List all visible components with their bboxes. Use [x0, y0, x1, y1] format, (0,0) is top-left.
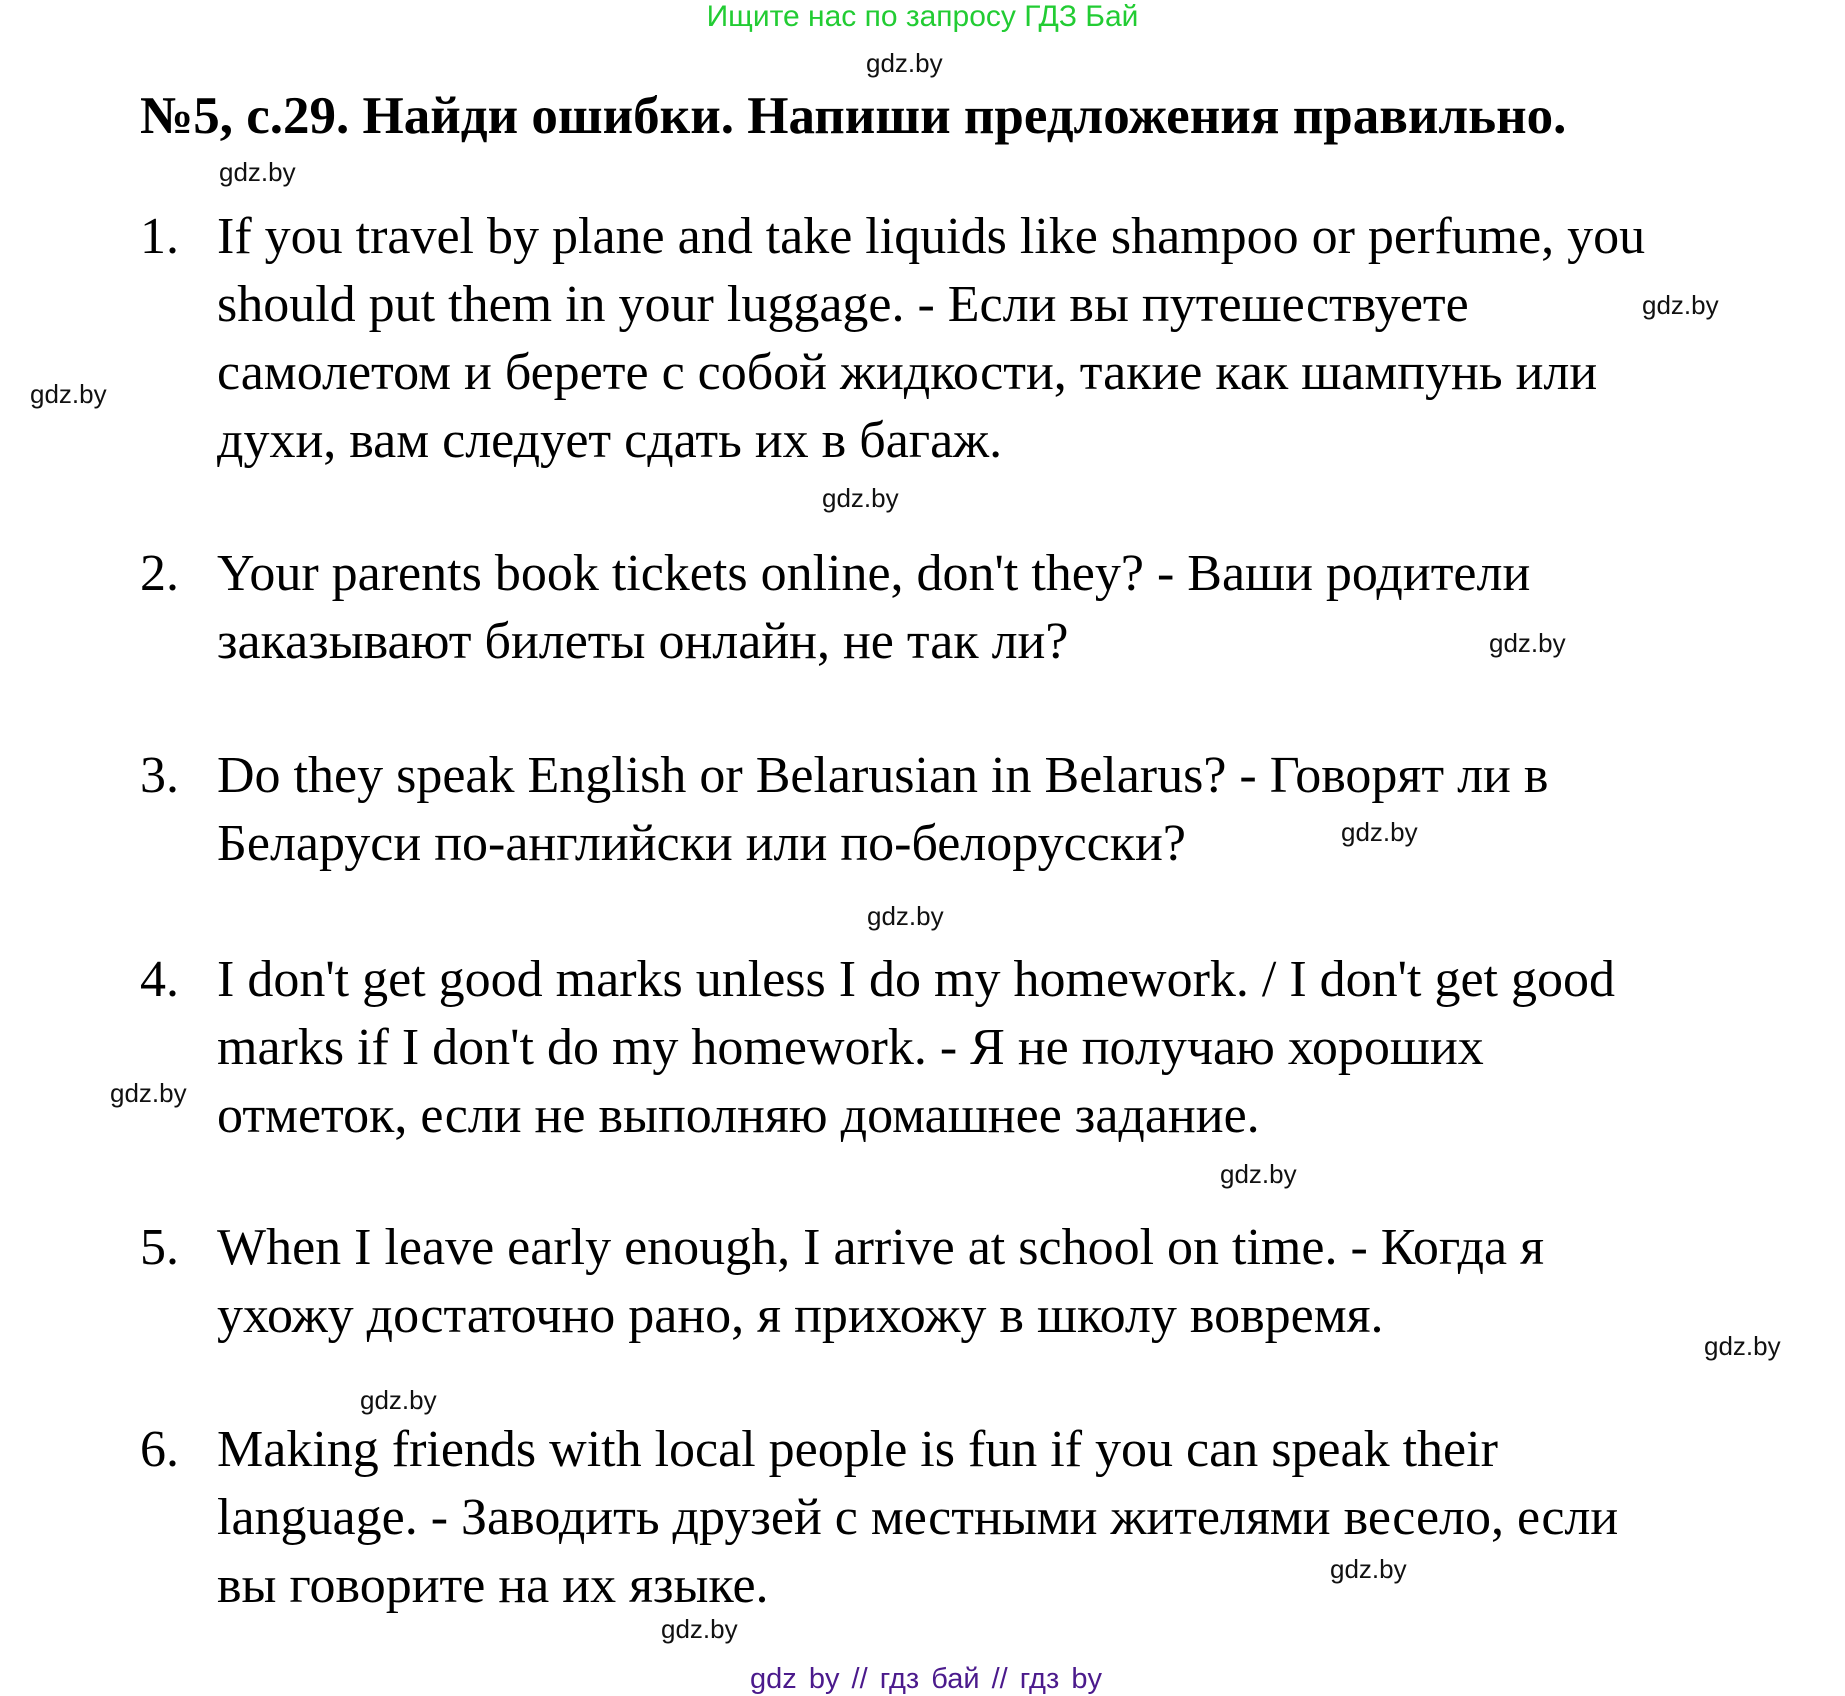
watermark: gdz.by: [1220, 1159, 1297, 1189]
watermark: gdz.by: [661, 1614, 738, 1644]
watermark: gdz.by: [1330, 1554, 1407, 1584]
watermark: gdz.by: [867, 901, 944, 931]
item-number: 2.: [140, 545, 179, 602]
item-number: 3.: [140, 747, 179, 804]
item-number: 4.: [140, 951, 179, 1008]
item-line: should put them in your luggage. - Если вы путешествуете: [217, 276, 1469, 333]
item-line: Making friends with local people is fun if you can speak their: [217, 1421, 1498, 1478]
watermark: gdz.by: [110, 1078, 187, 1108]
item-line: Do they speak English or Belarusian in Belarus? - Говорят ли в: [217, 747, 1549, 804]
item-line: вы говорите на их языке.: [217, 1557, 769, 1614]
item-line: самолетом и берете с собой жидкости, такие как шампунь или: [217, 344, 1598, 401]
watermark: gdz.by: [822, 483, 899, 513]
watermark: gdz.by: [1704, 1331, 1781, 1361]
item-line: отметок, если не выполняю домашнее задание.: [217, 1087, 1260, 1144]
item-number: 1.: [140, 208, 179, 265]
item-line: When I leave early enough, I arrive at school on time. - Когда я: [217, 1219, 1545, 1276]
footer-links[interactable]: gdz by // гдз бай // гдз by: [750, 1663, 1102, 1695]
item-number: 6.: [140, 1421, 179, 1478]
watermark: gdz.by: [1341, 817, 1418, 847]
watermark: gdz.by: [360, 1385, 437, 1415]
watermark: gdz.by: [219, 157, 296, 187]
item-line: If you travel by plane and take liquids like shampoo or perfume, you: [217, 208, 1646, 265]
watermark: gdz.by: [866, 48, 943, 78]
item-line: marks if I don't do my homework. - Я не получаю хороших: [217, 1019, 1484, 1076]
watermark: gdz.by: [30, 379, 107, 409]
item-line: I don't get good marks unless I do my homework. / I don't get good: [217, 951, 1616, 1008]
item-line: language. - Заводить друзей с местными жителями весело, если: [217, 1489, 1619, 1546]
watermark: gdz.by: [1642, 290, 1719, 320]
item-line: заказывают билеты онлайн, не так ли?: [217, 613, 1069, 670]
item-number: 5.: [140, 1219, 179, 1276]
watermark: gdz.by: [1489, 628, 1566, 658]
page-title: №5, с.29. Найди ошибки. Напиши предложения правильно.: [140, 87, 1567, 145]
item-line: Беларуси по-английски или по-белорусски?: [217, 815, 1186, 872]
item-line: духи, вам следует сдать их в багаж.: [217, 412, 1003, 469]
promo-banner[interactable]: Ищите нас по запросу ГДЗ Бай: [706, 0, 1139, 33]
item-line: ухожу достаточно рано, я прихожу в школу вовремя.: [217, 1287, 1384, 1344]
item-line: Your parents book tickets online, don't they? - Ваши родители: [217, 545, 1531, 602]
